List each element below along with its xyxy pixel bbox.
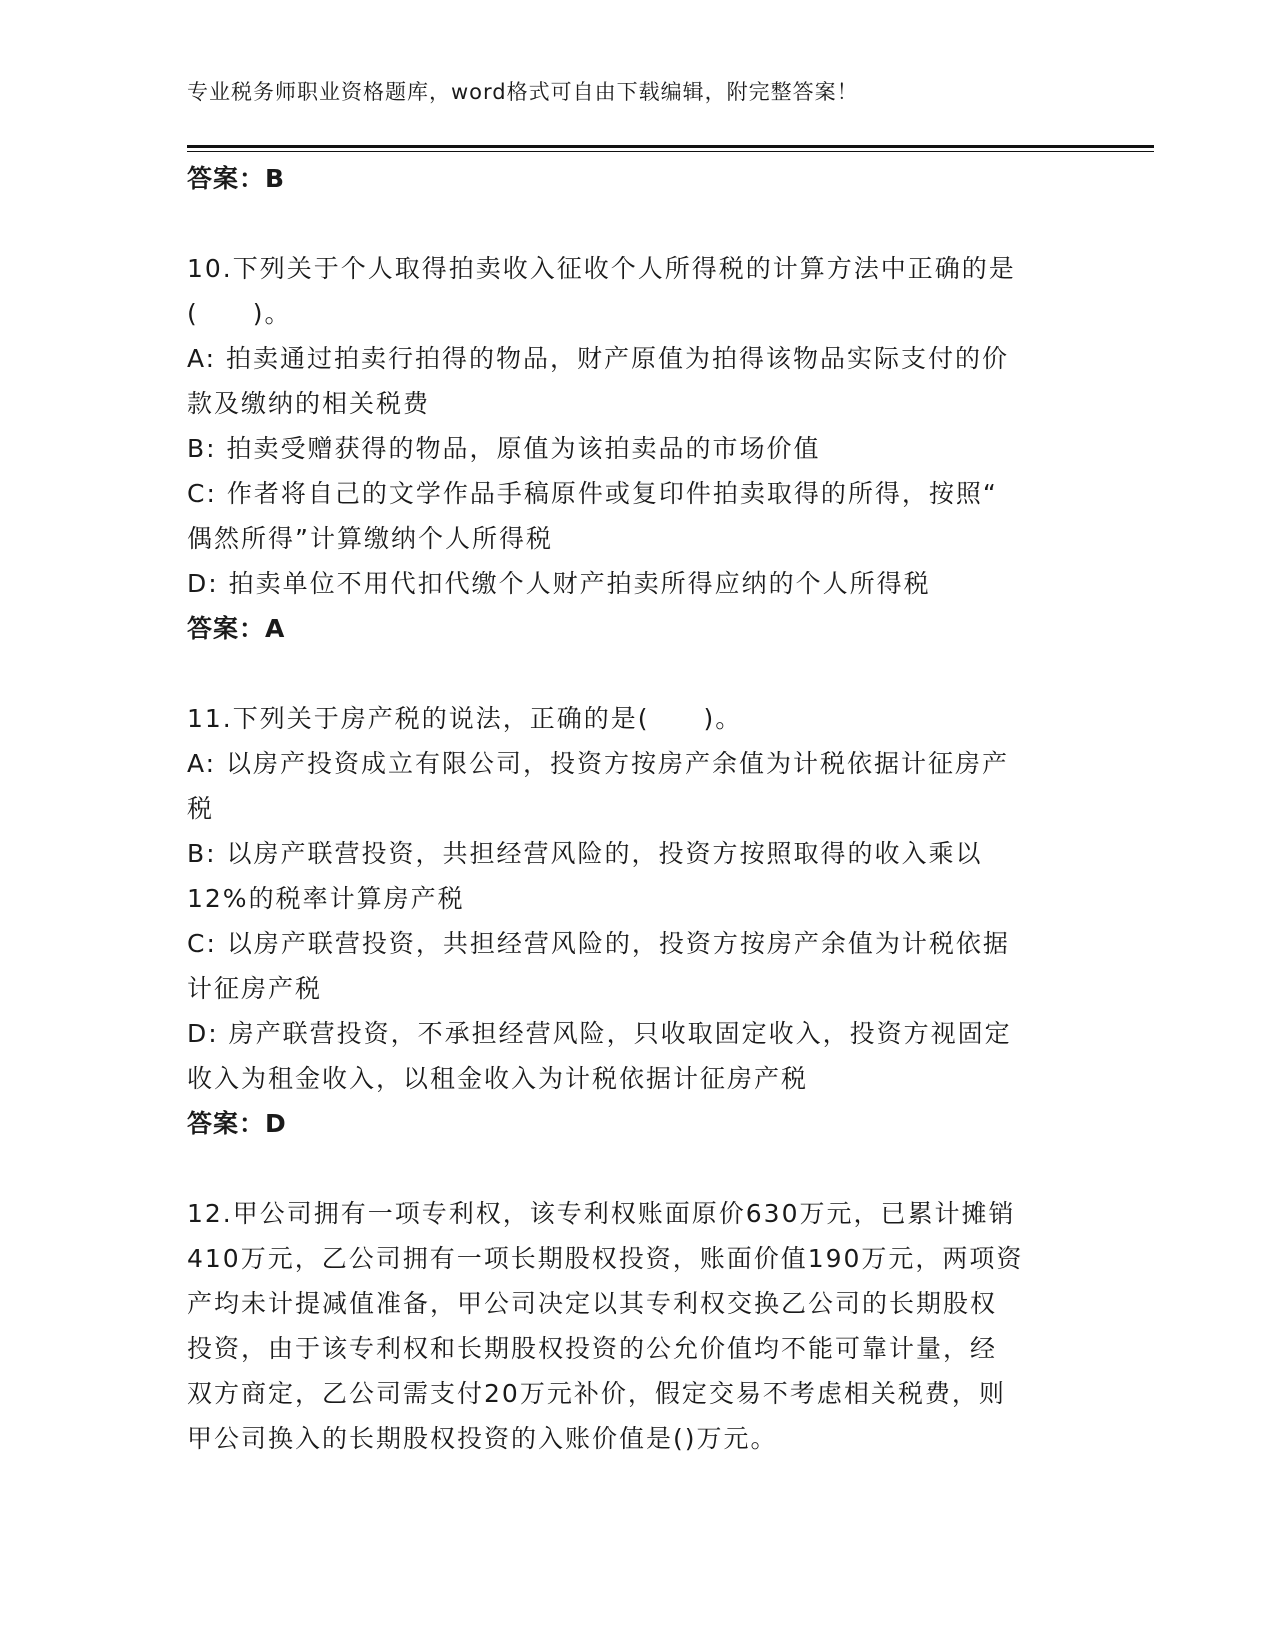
spacer — [187, 651, 1087, 696]
question-stem-line: 产均未计提减值准备，甲公司决定以其专利权交换乙公司的长期股权 — [187, 1289, 998, 1318]
question-11 — [187, 696, 1087, 1146]
header-text: 专业税务师职业资格题库，word格式可自由下载编辑，附完整答案！ — [187, 80, 859, 104]
option-d-line: D: 房产联营投资，不承担经营风险，只收取固定收入，投资方视固定 — [187, 1019, 1012, 1048]
option-b-line: 12%的税率计算房产税 — [187, 884, 465, 913]
option-d-line: D: 拍卖单位不用代扣代缴个人财产拍卖所得应纳的个人所得税 — [187, 569, 931, 598]
option-c-line: 计征房产税 — [187, 974, 323, 1003]
option-b-line: B: 拍卖受赠获得的物品，原值为该拍卖品的市场价值 — [187, 434, 821, 463]
option-c-line: C: 以房产联营投资，共担经营风险的，投资方按房产余值为计税依据 — [187, 929, 1010, 958]
option-d-line: 收入为租金收入，以租金收入为计税依据计征房产税 — [187, 1064, 809, 1093]
option-a-line: 款及缴纳的相关税费 — [187, 389, 431, 418]
document-body — [187, 156, 1087, 1461]
option-a-line: A: 拍卖通过拍卖行拍得的物品，财产原值为拍得该物品实际支付的价 — [187, 344, 1010, 373]
question-stem-line: 11.下列关于房产税的说法，正确的是( )。 — [187, 704, 743, 733]
question-10 — [187, 246, 1087, 651]
question-stem-line: 12.甲公司拥有一项专利权，该专利权账面原价630万元，已累计摊销 — [187, 1199, 1016, 1228]
option-b-line: B: 以房产联营投资，共担经营风险的，投资方按照取得的收入乘以 — [187, 839, 983, 868]
question-12 — [187, 1191, 1087, 1461]
question-stem-line: 410万元，乙公司拥有一项长期股权投资，账面价值190万元，两项资 — [187, 1244, 1024, 1273]
option-a-line: A: 以房产投资成立有限公司，投资方按房产余值为计税依据计征房产 — [187, 749, 1010, 778]
spacer — [187, 1146, 1087, 1191]
header-rule-thick — [187, 145, 1154, 148]
answer-line: 答案：D — [187, 1109, 287, 1138]
spacer — [187, 201, 1087, 246]
option-c-line: C: 作者将自己的文学作品手稿原件或复印件拍卖取得的所得，按照“ — [187, 479, 998, 508]
option-c-line: 偶然所得”计算缴纳个人所得税 — [187, 524, 553, 553]
header-rule-thin — [187, 151, 1154, 152]
answer-line: 答案：A — [187, 614, 286, 643]
answer-line: 答案：B — [187, 164, 286, 193]
option-a-line: 税 — [187, 794, 215, 823]
question-stem-line: ( )。 — [187, 299, 292, 328]
question-stem-line: 甲公司换入的长期股权投资的入账价值是()万元。 — [187, 1424, 778, 1453]
question-stem-line: 双方商定，乙公司需支付20万元补价，假定交易不考虑相关税费，则 — [187, 1379, 1006, 1408]
question-stem-line: 10.下列关于个人取得拍卖收入征收个人所得税的计算方法中正确的是 — [187, 254, 1016, 283]
question-stem-line: 投资，由于该专利权和长期股权投资的公允价值均不能可靠计量，经 — [187, 1334, 998, 1363]
